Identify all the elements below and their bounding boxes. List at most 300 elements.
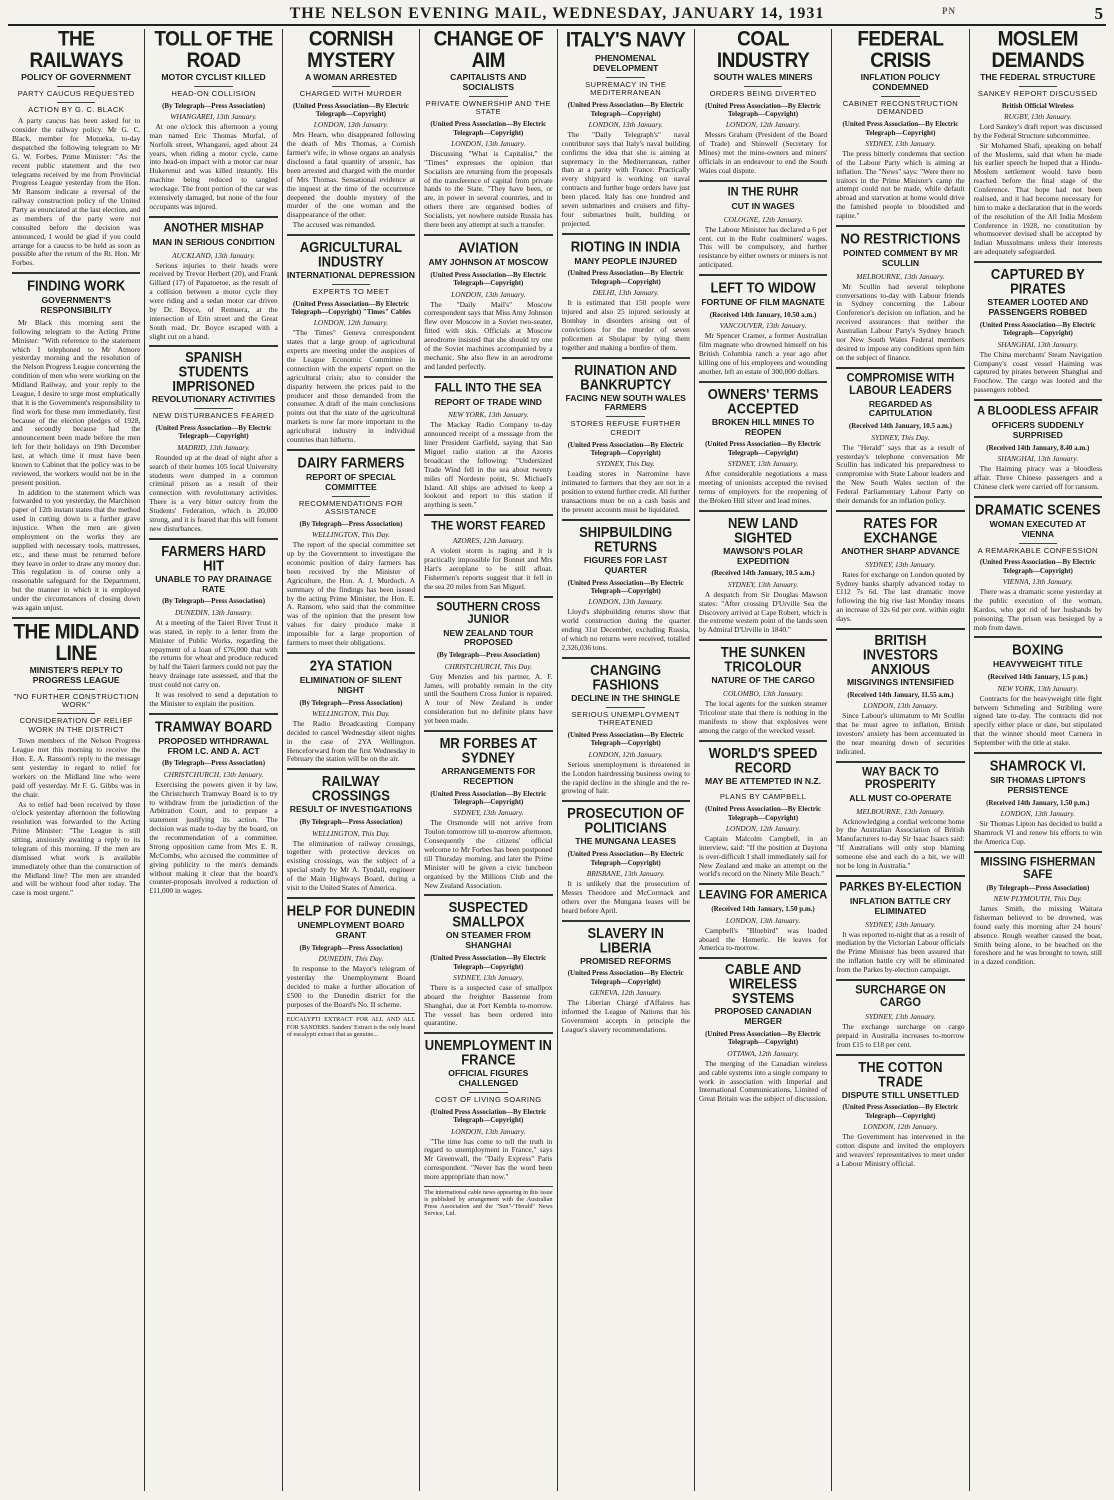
article — [836, 1054, 964, 1169]
divider-rule — [194, 86, 233, 87]
article-subheading: UNEMPLOYMENT BOARD GRANT — [297, 919, 405, 940]
article-headline: FALL INTO THE SEA — [434, 380, 542, 395]
article-dateline: NEW YORK, 13th January. — [447, 410, 529, 420]
divider-rule — [57, 102, 96, 103]
article-credit: (United Press Association—By Electric Telegraph—Copyright) — [567, 440, 684, 458]
article — [424, 596, 552, 726]
divider-rule — [332, 496, 371, 497]
article-subheading: MAWSON'S POLAR EXPEDITION — [723, 545, 803, 566]
article-dateline: GENEVA, 12th January. — [589, 988, 662, 998]
article-headline: PARKES BY-ELECTION — [839, 879, 962, 894]
article-subheading: NEW DISTURBANCES FEARED — [152, 411, 275, 421]
article-subheading: PROMISED REFORMS — [580, 955, 672, 966]
article — [12, 272, 140, 613]
article-paragraph: It was resolved to send a deputation to the Minister to explain the position. — [149, 689, 278, 708]
article-dateline: AUCKLAND, 13th January. — [172, 250, 256, 260]
article-credit: (Received 14th January, 10.50 a.m.) — [709, 310, 817, 319]
masthead-title: THE NELSON EVENING MAIL, WEDNESDAY, JANUARY 14, 1931 — [289, 5, 825, 22]
article-subheading: RECOMMENDATIONS FOR ASSISTANCE — [298, 498, 403, 517]
article-paragraph: Rounded up at the dead of night after a search of their homes 105 local University students were dumped in a common criminal prison as a result of their connection with revolutionary activities. There is a very bitter outcry from the Students' Federation, which is 20,000 strong, and it is feared that this will foment new disturbances. — [149, 452, 278, 533]
article-subheading: SERIOUS UNEMPLOYMENT THREATENED — [571, 709, 680, 728]
article-subheading: NATURE OF THE CARGO — [711, 675, 815, 686]
article — [699, 740, 827, 880]
article-credit: (United Press Association—By Electric Telegraph—Copyright) — [292, 101, 409, 118]
article-dateline: LONDON, 12th January. — [725, 823, 801, 833]
article-headline: ITALY'S NAVY — [565, 29, 686, 53]
article-paragraph: Contracts for the heavyweight title fight between Schmeling and Stribling were signed late to-day. The contracts did not specify either place or date, but stipulated that the winner should meet Carnera in September with the title at stake. — [973, 693, 1102, 748]
article-subheading: MOTOR CYCLIST KILLED — [161, 72, 266, 82]
article-subheading: REVOLUTIONARY ACTIVITIES — [151, 394, 276, 405]
article-dateline: SHANGHAI, 13th January. — [997, 454, 1079, 464]
article-paragraph: The elimination of railway crossings, together with protective devices on existing crossings, was the subject of a special study by Mr A. Tyndall, engineer of the Main Highways Board, during a visit to the United States of America. — [286, 838, 416, 892]
article-subheading: PLANS BY CAMPBELL — [719, 792, 807, 802]
article-credit: (United Press Association—By Electric Telegraph—Copyright) — [567, 731, 684, 748]
article-headline: PROSECUTION OF POLITICIANS — [567, 804, 685, 837]
article — [149, 345, 277, 533]
article-subheading: "NO FURTHER CONSTRUCTION WORK" — [13, 691, 139, 710]
article-subheading: ORDERS BEING DIVERTED — [709, 88, 817, 98]
article-subheading: BROKEN HILL MINES TO REOPEN — [711, 416, 815, 437]
article-dateline: LONDON, 12th January. — [313, 318, 389, 328]
article-credit: (Received 14th January, 10.5 a.m.) — [848, 422, 952, 431]
article-paragraph: Discussing "What is Capitalist," the "Times" expresses the opinion that Socialists are returning from the proposals of the transference of capital from private hands to the State. "They have been, or are, in power in several countries, and in others there are organised bodies of Socialists, yet nowhere outside Russia has there been any attempt at such a transfer. — [424, 148, 553, 229]
article-paragraph: Guy Menzies and his partner, A. F. James, will probably remain in the city until the Southern Cross Junior is repaired. A tour of New Zealand is under consideration but no definite plans have yet been made. — [424, 671, 553, 726]
article-credit: (United Press Association—By Electric Telegraph—Copyright) — [705, 101, 822, 118]
article — [699, 957, 827, 1104]
article-subheading: COST OF LIVING SOARING — [435, 1095, 542, 1105]
article-subheading: REGARDED AS CAPITULATION — [868, 398, 933, 419]
article-headline: 2YA STATION — [309, 656, 393, 674]
article-dateline: COLOGNE, 12th January. — [723, 214, 803, 224]
column-4 — [420, 29, 557, 1491]
article-paragraph: Campbell's "Bluebird" was loaded aboard the Homeric. He leaves for America to-morrow. — [698, 925, 828, 953]
article-headline: SLAVERY IN LIBERIA — [587, 923, 664, 956]
article-paragraph: A violent storm is raging and it is practically impossible for Bonnet and Mrs Hart's aeroplane to be still afloat. Fishermen's reports suggest that it fell in the sea 20 miles from San Miguel. — [424, 546, 553, 591]
article-headline: SHIPBUILDING RETURNS — [579, 523, 673, 555]
article-dateline: MADRID, 13th January. — [177, 442, 250, 452]
article — [562, 657, 690, 797]
article-paragraph: Mrs Hearn, who disappeared following the death of Mrs Thomas, a Cornish farmer's wife, in whose organs an analysis disclosed a fatal quantity of arsenic, has been arrested and charged with the murder of Mrs Thomas. Sensational evidence at the inquest at the time of the occurrence deepened the double mystery of the murder of the one woman and the disappearance of the other. — [286, 130, 416, 220]
article-subheading: A REMARKABLE CONFESSION — [977, 545, 1098, 555]
article-headline: WAY BACK TO PROSPERITY — [862, 765, 939, 791]
divider-rule — [469, 96, 508, 97]
divider-rule — [744, 86, 783, 87]
article-headline: CORNISH MYSTERY — [307, 29, 395, 73]
article — [562, 920, 690, 1035]
article-subheading: CONSIDERATION OF RELIEF WORK IN THE DISTRICT — [19, 716, 133, 734]
article-paragraph: Town members of the Nelson Progress League met this morning to receive the Hon. E. A. Ransom's reply to the message sent yesterday in regard to relief for workers on the Midland line who were paid off yesterday. Mr F. G. Gibbs was in the chair. — [12, 736, 141, 799]
article — [562, 519, 690, 653]
article-subheading: INFLATION POLICY CONDEMNED — [860, 72, 941, 92]
article-headline: THE WORST FEARED — [431, 519, 546, 533]
article-subheading: MISGIVINGS INTENSIFIED — [846, 676, 954, 687]
article-credit: (United Press Association—By Electric Telegraph—Copyright) — [430, 270, 547, 288]
article-headline: MR FORBES AT SYDNEY — [439, 734, 538, 766]
article-credit: (Received 14th January, 1.5 p.m.) — [987, 673, 1088, 682]
article — [974, 752, 1102, 847]
divider-rule — [194, 408, 233, 409]
article-subheading: REPORT OF TRADE WIND — [434, 396, 543, 407]
article — [424, 1032, 552, 1182]
article-dateline: DELHI, 13th January. — [592, 288, 659, 298]
article-subheading: ARRANGEMENTS FOR RECEPTION — [441, 765, 536, 786]
article-credit: (By Telegraph—Press Association) — [299, 943, 403, 952]
article — [836, 31, 964, 221]
article-subheading: HEAVYWEIGHT TITLE — [993, 659, 1083, 670]
article-headline: FINDING WORK — [27, 277, 126, 295]
article-dateline: LONDON, 13th January. — [725, 915, 801, 925]
article-paragraph: Mr Black this morning sent the following telegram to the Acting Prime Minister: "With reference to the statement which I telephoned to Mr Atmore yesterday morning and the resolution of the Nelson Progress League concerning the condition of men who were working on the Midland Railway, and your reply to the League, I desire to urge most emphatically that it is the Government's responsibility to find work for these men immediately, first because of the election pledges of 1928, and secondly because had the announcement been made before the men left for their holidays on 19th December last, at which time it must have been known to Cabinet that the policy was to be reviewed, the workers would not be in the present position. — [12, 317, 141, 487]
article — [974, 636, 1102, 748]
article-credit: (United Press Association—By Electric Telegraph—Copyright) — [430, 1107, 547, 1125]
article-subheading: SIR THOMAS LIPTON'S PERSISTENCE — [990, 774, 1086, 795]
article — [836, 225, 964, 363]
article-dateline: LONDON, 13th January. — [588, 597, 663, 607]
article-subheading: NEW ZEALAND TOUR PROPOSED — [443, 627, 534, 648]
article-headline: DAIRY FARMERS — [297, 453, 405, 471]
article — [287, 768, 415, 893]
article-subheading: POINTED COMMENT BY MR SCULLIN — [842, 247, 958, 268]
article-dateline: SYDNEY, This Day. — [871, 432, 930, 442]
article — [836, 367, 964, 506]
article-dateline: SYDNEY, 13th January. — [453, 808, 524, 818]
divider-rule — [881, 96, 920, 97]
article-paragraph: It is unlikely that the prosecution of Messrs Theodore and McCormack and others over the Mungana leases will be heard before April. — [561, 879, 690, 915]
article-credit: (Received 14th January, 1.50 p.m.) — [711, 905, 815, 914]
article-paragraph: The Orsmonde will not arrive from Toulon tomorrow till to-morrow afternoon. Consequently the citizens' official welcome to Mr Forbes has been postponed till Thursday morning, and later the Prime Minister will be given a civic luncheon organised by the Millions Club and the New Zealand Association. — [424, 818, 553, 890]
masthead-code: PN — [942, 6, 956, 16]
article — [287, 897, 415, 1010]
article — [424, 234, 552, 372]
article-subheading: PRIVATE OWNERSHIP AND THE STATE — [425, 98, 551, 117]
article-credit: (United Press Association—By Electric Telegraph—Copyright) — [979, 320, 1096, 338]
article-paragraph: Serious unemployment is threatened in the London hairdressing business owing to the rapid decline in the shingle and the re-growing of hair. — [561, 759, 690, 796]
article-subheading: INTERNATIONAL DEPRESSION — [286, 270, 415, 280]
article — [699, 274, 827, 377]
article-subheading: WOMAN EXECUTED AT VIENNA — [989, 518, 1087, 539]
article-paragraph: Sir Mohamed Shafi, speaking on behalf of the Moslems, said that when he made his earlier speech he hoped that a Hindu-Moslem settlement would have been reached before the final stage of the Conference. That hope had not been realised, and it had become necessary for him to make a declaration that in the words of the resolution of the All India Moslem Conference in 1928, no constitution by whomsoever devised shall be accepted by Indian Mussulmans unless their interests are adequately safeguarded. — [973, 140, 1102, 257]
article-headline: BOXING — [1012, 641, 1064, 659]
divider-rule — [744, 789, 783, 790]
article-credit: (United Press Association—By Electric Telegraph—Copyright) — [430, 954, 547, 971]
article-subheading: SOUTH WALES MINERS — [713, 72, 813, 82]
article-paragraph: At a meeting of the Taieri River Trust it was stated, in reply to a letter from the Minister of Public Works, regarding the repayment of a loan of £76,000 that with the returns for wheat and produce reduced by half the Taieri farmers could not pay the heavy drainage rate assessed, and that the trust could not carry on. — [149, 617, 278, 689]
article-paragraph: The accused was remanded. — [292, 220, 376, 230]
article-credit: (United Press Association—By Electric Telegraph—Copyright) "Times" Cables — [291, 299, 411, 316]
article-dateline: SYDNEY, 13th January. — [865, 138, 936, 148]
article — [974, 261, 1102, 395]
article-dateline: COLOMBO, 13th January. — [723, 689, 804, 699]
article-paragraph: James Smith, the missing Waitara fisherman believed to be drowned, was found early this morning after 24 hours' absence. Rough weather caused the boat, Smith being alone, to be beached on the foreshore and he was brought to town, still in a dazed condition. — [973, 904, 1102, 967]
article-subheading: STORES REFUSE FURTHER CREDIT — [570, 419, 682, 437]
article-paragraph: In response to the Mayor's telegram of yesterday the Unemployment Board decided to make a further allocation of £500 to the Dunedin district for the purposes of the Board's No. II scheme. — [286, 964, 416, 1009]
article-paragraph: Rates for exchange on London quoted by Sydney banks sharply advanced today to £112 7s 6d. The last dramatic move following the big rise last Monday means an increase of 32s 6d per cent. within eight days. — [836, 569, 965, 624]
divider-rule — [606, 77, 645, 78]
article-headline: THE SUNKEN TRICOLOUR — [720, 643, 806, 675]
divider-rule — [469, 1092, 508, 1093]
article-headline: FARMERS HARD HIT — [161, 542, 266, 574]
article-subheading: RESULT OF INVESTIGATIONS — [289, 804, 413, 815]
article-paragraph: Serious injuries to their heads were received by Trevor Herbert (20), and Frank Gillard (17) of Papatoetoe, as the result of a collision between a motor cycle they were riding and a sedan motor car driven by Dr. Boyce, of Remuera, at the intersection of Erin street and the Great South road. Dr. Boyce escaped with a slight cut on a hand. — [149, 260, 278, 341]
column-6 — [695, 29, 832, 1491]
article — [562, 357, 690, 515]
column-container — [8, 29, 1106, 1491]
article-paragraph: The Radio Broadcasting Company decided to cancel Wednesday silent nights in the case of 2YA Wellington. Henceforward from the first Wednesday in February the station will be on the air. — [286, 718, 416, 764]
article-dateline: SYDNEY, This Day. — [596, 459, 655, 469]
article-paragraph: At one o'clock this afternoon a young man named Eric Thomas Murfal, of Norfolk street, Whangarei, aged about 24 years, when riding a motor cycle, came into head-on impact with a motor car near Hukerenui and was killed instantly. His machine being reduced to tangled wreckage. The front portion of the car was extensively damaged, but none of the four occupants was injured. — [149, 121, 278, 211]
article-credit: (United Press Association—By Electric Telegraph—Copyright) — [705, 1030, 822, 1047]
article — [149, 538, 277, 709]
article-dateline: LONDON, 13th January. — [451, 1126, 526, 1136]
article-headline: COMPROMISE WITH LABOUR LEADERS — [846, 371, 955, 397]
article-subheading: FORTUNE OF FILM MAGNATE — [701, 297, 825, 307]
article — [287, 31, 415, 230]
divider-rule — [57, 689, 96, 690]
article-subheading: FIGURES FOR LAST QUARTER — [583, 554, 668, 575]
article-credit: (By Telegraph—Press Association) — [299, 698, 403, 707]
article-subheading: GOVERNMENT'S RESPONSIBILITY — [40, 295, 112, 316]
article-dateline: NEW PLYMOUTH, This Day. — [993, 894, 1082, 904]
article-headline: LEFT TO WIDOW — [710, 279, 816, 296]
article-headline: TOLL OF THE ROAD — [154, 29, 273, 73]
article — [699, 381, 827, 506]
article-credit: (United Press Association—By Electric Telegraph—Copyright) — [705, 805, 822, 822]
article-headline: HELP FOR DUNEDIN — [286, 901, 416, 919]
article-headline: MOSLEM DEMANDS — [991, 29, 1085, 73]
article-subheading: THE FEDERAL STRUCTURE — [980, 72, 1096, 82]
article-paragraph: In addition to the statement which was forwarded to you yesterday, the Marchison paper of 12th instant states that the method used in cutting down is a further grave injustice. When the men are given employment on the works they are supplied with necessary tools, mattresses, etc., and these must be returned before they leave in order to draw any money due. This regulation is of course only a reasonable safeguard for the Department, but the manner in which it is employed under the circumstances of closing down was again unjust. — [12, 487, 141, 612]
article-subheading: ELIMINATION OF SILENT NIGHT — [299, 674, 403, 695]
article — [699, 510, 827, 636]
article-credit: (United Press Association—By Electric Telegraph—Copyright) — [567, 850, 684, 867]
page-number: 5 — [1094, 4, 1104, 23]
article-paragraph: The China merchants' Steam Navigation Company's coast vessel Haiming was captured by pirates between Shanghai and Foochow. The cargo was looted and the passengers robbed. — [973, 349, 1102, 395]
article-dateline: CHRISTCHURCH, This Day. — [444, 661, 533, 671]
article-dateline: SYDNEY, 13th January. — [453, 972, 524, 982]
article-dateline: LONDON, 12th January. — [863, 1122, 938, 1132]
article-headline: IN THE RUHR — [727, 184, 799, 199]
article-headline: THE COTTON TRADE — [858, 1057, 943, 1090]
article-credit: (United Press Association—By Electric Telegraph—Copyright) — [705, 440, 822, 457]
article-credit: (United Press Association—By Electric Telegraph—Copyright) — [842, 120, 959, 137]
article-subheading: PARTY CAUCUS REQUESTED — [17, 88, 135, 98]
article-subheading: DISPUTE STILL UNSETTLED — [841, 1089, 960, 1100]
article — [974, 851, 1102, 968]
article-subheading: THE MUNGANA LEASES — [575, 836, 677, 847]
column-3 — [283, 29, 420, 1491]
article-paragraph: The "Daily Mail's" Moscow correspondent says that Miss Amy Johnson flew over Moscow in a Soviet two-seater, fitted with skis. Officials at Moscow aerodrome insisted that she should try one of the Soviet machines accompanied by a mechanic. She also flew in an aerodrome and landed perfectly. — [424, 299, 553, 371]
article-subheading: INFLATION BATTLE CRY ELIMINATED — [849, 895, 951, 916]
article-headline: MISSING FISHERMAN SAFE — [980, 855, 1096, 882]
article-dateline: MELBOURNE, 13th January. — [856, 806, 945, 816]
article-headline: THE MIDLAND LINE — [13, 620, 139, 666]
article — [836, 875, 964, 975]
article-subheading: MINISTER'S REPLY TO PROGRESS LEAGUE — [29, 664, 123, 685]
article-dateline: LONDON, 13th January. — [451, 289, 526, 299]
column-7 — [832, 29, 969, 1491]
divider-rule — [332, 86, 371, 87]
article-paragraph: "The Times" Geneva correspondent states that a large group of agricultural experts are meeting under the auspices of the League Economic Committee in connection with the experts' report on the agricultural crisis; also to consider the disparity between the prices paid to the producer and those demanded from the consumer. A draft of the main conclusions points out that the state of the agricultural markets is now far more important to the agricultural industry in individual countries than hitherto. — [286, 328, 416, 444]
article-dateline: DUNEDIN, 13th January. — [174, 607, 253, 617]
column-footnote: EUCALYPTI EXTRACT FOR ALL AND ALL FOR SANDERS. Sanders' Extract is the only brand of eucalypti extract that as genuine... — [287, 1013, 415, 1037]
article — [699, 31, 827, 176]
article-subheading: MAN IN SERIOUS CONDITION — [152, 236, 275, 247]
divider-rule — [57, 713, 96, 714]
article-paragraph: Mr Spencer Cramer, a former Australian film magnate who drowned himself on his British Columbia ranch a year ago after killing one of his employees and wounding another, left an estate of 300,000 dollars. — [698, 331, 828, 376]
article-paragraph: The Liberian Chargé d'Affaires has informed the League of Nations that his Government accepts in principle the League's slavery recommendations. — [561, 998, 690, 1034]
article-paragraph: The merging of the Canadian wireless and cable systems into a single company to work in association with Imperial and International Communications, Limited of Great Britain was the subject of discussion. — [698, 1058, 828, 1104]
article — [12, 617, 140, 898]
article-headline: FEDERAL CRISIS — [857, 29, 944, 73]
article-headline: SHAMROCK VI. — [989, 757, 1086, 774]
article-subheading: REPORT OF SPECIAL COMMITTEE — [306, 471, 396, 492]
article-headline: NO RESTRICTIONS — [840, 230, 961, 247]
article-credit: (United Press Association—By Electric Telegraph—Copyright) — [155, 424, 272, 441]
article-dateline: VIENNA, 13th January. — [1002, 577, 1073, 587]
article-paragraph: It is estimated that 150 people were injured and also 25 injured seriously at Bombay in disorders arising out of convictions for the murder of seven policemen at Sholapur by tying them together and making a bonfire of them. — [561, 298, 690, 352]
article-credit: (Received 14th January, 8.40 a.m.) — [986, 443, 1090, 452]
article — [424, 376, 552, 511]
article-paragraph: Since Labour's ultimatum to Mr Scullin that he must agree to inflation, British investors' anxiety has been accentuated in the near meaning down of securities indicated. — [836, 711, 965, 756]
article-headline: WORLD'S SPEED RECORD — [708, 743, 818, 776]
divider-rule — [1019, 86, 1058, 87]
article-paragraph: Sir Thomas Lipton has decided to build a Shamrock VI and renew his efforts to win the America Cup. — [973, 819, 1102, 846]
article-headline: RAILWAY CROSSINGS — [311, 772, 390, 805]
article-paragraph: It was reported to-night that as a result of mediation by the Victorian Labour officials the Prime Minister has been assured that the inflation battle cry will be eliminated from the Parkes by-election campaign. — [836, 929, 965, 974]
article-subheading: ON STEAMER FROM SHANGHAI — [445, 930, 531, 951]
article-headline: BRITISH INVESTORS ANXIOUS — [862, 631, 938, 678]
divider-rule — [332, 284, 371, 285]
article — [424, 514, 552, 591]
article-dateline: SYDNEY, 13th January. — [727, 459, 799, 469]
column-8 — [970, 29, 1106, 1491]
article — [974, 496, 1102, 633]
article-paragraph: "The time has come to tell the truth in regard to unemployment in France," says Mr Greenwall, the "Daily Express" Paris correspondent. "Never has the word been more appropriate than now." — [424, 1136, 553, 1182]
article-credit: (By Telegraph—Press Association) — [986, 883, 1090, 892]
article-subheading: STEAMER LOOTED AND PASSENGERS ROBBED — [987, 297, 1089, 317]
article-headline: OWNERS' TERMS ACCEPTED — [707, 384, 819, 417]
article-dateline: LONDON, 12th January. — [725, 120, 801, 130]
article — [836, 761, 964, 871]
article-headline: ANOTHER MISHAP — [163, 220, 264, 235]
article-credit: (United Press Association—By Electric Telegraph—Copyright) — [430, 120, 547, 137]
article — [12, 31, 140, 268]
article-headline: SPANISH STUDENTS IMPRISONED — [172, 349, 255, 395]
article — [424, 31, 552, 230]
article-credit: (Received 14th January, 11.55 a.m.) — [847, 690, 954, 699]
article-subheading: CAPITALISTS AND SOCIALISTS — [450, 72, 527, 92]
article-dateline: BRISBANE, 13th January. — [586, 869, 665, 878]
article-dateline: LONDON, 13th January. — [588, 119, 663, 129]
article-subheading: AMY JOHNSON AT MOSCOW — [428, 256, 549, 267]
article-headline: UNEMPLOYMENT IN FRANCE — [424, 1036, 552, 1069]
article-dateline: VANCOUVER, 13th January. — [719, 321, 807, 331]
article-credit: (United Press Association—By Electric Telegraph—Copyright) — [567, 101, 684, 118]
article-paragraph: The "Daily Telegraph's" naval contributor says that Italy's naval building confirms the idea that she is aiming at supremacy in the Mediterranean, rather than at a parity with France. Practically every shipyard is working on naval contracts and further huge orders have just been placed. Italy has one hundred and seven submarines and cruisers and fifty-four submarines built, building or projected. — [561, 129, 690, 228]
article-paragraph: There is a suspected case of smallpox aboard the freighter Bassenne from Shanghai, due at Port Kembla to-morrow. The vessel has been ordered into quarantine. — [424, 982, 553, 1028]
article-headline: LEAVING FOR AMERICA — [698, 888, 828, 902]
article-headline: SOUTHERN CROSS JUNIOR — [436, 600, 541, 626]
article-subheading: PHENOMENAL DEVELOPMENT — [592, 53, 659, 73]
article — [836, 510, 964, 624]
article-credit: (Received 14th January, 1.50 p.m.) — [986, 798, 1090, 807]
article-paragraph: As to relief had been received by three o'clock yesterday afternoon the following resolution was forwarded to the Acting Prime Minister: "The League is still sitting, anxiously awaiting a reply to its telegram of this morning. If the men are dismissed what work is available immediately other than the construction of the Midland line? The men are stranded and will be without food after today. The case is most urgent." — [12, 799, 141, 898]
article-dateline: DUNEDIN, This Day. — [318, 954, 384, 963]
article-dateline: LONDON, 13th January. — [1000, 809, 1075, 819]
article-dateline: SYDNEY, 13th January. — [865, 1011, 936, 1021]
article-subheading: EXPERTS TO MEET — [312, 286, 390, 296]
article-paragraph: Captain Malcolm Campbell, in an interview, said: "If the position at Daytona is over-difficult I shall immediately sail for New Zealand and make an attempt on the world's record on the Ninety Mile Beach." — [698, 833, 828, 879]
article-paragraph: The Haiming piracy was a bloodless affair. Three Chinese passengers and a Chinese clerk were carried off for ransom. — [973, 464, 1102, 491]
article-headline: DRAMATIC SCENES — [975, 500, 1101, 518]
article-credit: (By Telegraph—Press Association) — [162, 597, 266, 606]
divider-rule — [606, 707, 645, 708]
article-subheading: PROPOSED CANADIAN MERGER — [714, 1006, 812, 1027]
article-credit: (By Telegraph—Press Association) — [162, 759, 266, 768]
article-headline: CHANGING FASHIONS — [590, 661, 662, 693]
column-5 — [558, 29, 695, 1491]
article-dateline: LONDON, 13th January. — [313, 120, 389, 130]
article-subheading: CABINET RECONSTRUCTION DEMANDED — [842, 98, 959, 117]
article-headline: CAPTURED BY PIRATES — [990, 265, 1085, 297]
article-dateline: MELBOURNE, 13th January. — [856, 271, 945, 281]
article-paragraph: The local agents for the sunken steamer Tricolour state that there is nothing in the manifests to show that explosives were among the cargo of the wrecked vessel. — [698, 699, 828, 735]
article-credit: (United Press Association—By Electric Telegraph—Copyright) — [567, 578, 684, 595]
article-headline: AVIATION — [458, 238, 519, 256]
article-paragraph: Exercising the powers given it by law, the Christchurch Tramway Board is to try to withdraw from the jurisdiction of the Arbitration Court, and to prepare a statement justifying its action. The decision was made to-day by the board, on the recommendation of a committee. Strong opposition came from Mrs E. R. McCombs, who accused the committee of giving publicity to the men's demands without making it clear that the board's counter-proposals involved a reduction of £11,000 in wages. — [149, 779, 278, 896]
article-headline: A BLOODLESS AFFAIR — [977, 404, 1099, 418]
article-dateline: SYDNEY, 13th January. — [865, 559, 936, 569]
article-paragraph: Mr Scullin had several telephone conversations to-day with Labour friends in Sydney concerning the Labour Conference's decision on inflation, and he received assurances that neither the Australian Labour Party's Sydney branch nor New South Wales Federal members desired to impose any conditions upon him on the subject of finance. — [836, 281, 965, 362]
article-dateline: AZORES, 12th January. — [452, 536, 524, 546]
article-headline: CABLE AND WIRELESS SYSTEMS — [725, 960, 802, 1007]
article — [149, 216, 277, 342]
article-paragraph: A party caucus has been asked for to consider the railway policy. Mr G. C. Black, member for Motueka, to-day despatched the following telegram to Mr G. W. Forbes, Prime Minister: "As the recent public statement and the two telegrams received by me from Provincial Progress League yesterday from the Hon. Mr Ransom indicate a reversal of the railway construction policy of the United Party as enunciated at the last election, and as members of the party were not consulted before the decision was announced, I would be glad if you could arrange for a caucus to be held as soon as possible after the return of the Rt. Hon. Mr Forbes. — [12, 116, 141, 268]
article-subheading: A WOMAN ARRESTED — [304, 72, 397, 82]
article-subheading: OFFICERS SUDDENLY SURPRISED — [991, 420, 1084, 440]
article-headline: NEW LAND SIGHTED — [728, 513, 799, 546]
divider-rule — [606, 416, 645, 417]
article-dateline: WELLINGTON, This Day. — [311, 530, 390, 540]
article — [287, 652, 415, 765]
article-credit: British Official Wireless — [1001, 101, 1074, 110]
article-credit: (United Press Association—By Electric Telegraph—Copyright) — [567, 269, 684, 286]
article-headline: RATES FOR EXCHANGE — [863, 514, 938, 546]
article-headline: RUINATION AND BANKRUPTCY — [574, 360, 677, 393]
article-dateline: NEW YORK, 13th January. — [997, 683, 1079, 693]
article — [149, 31, 277, 212]
article-subheading: DECLINE IN THE SHINGLE — [571, 692, 681, 703]
article-paragraph: Acknowledging a cordial welcome home by the Australian Association of British Manufacturers to-day Sir Isaac Isaacs said: "If Australians will only stop blaming someone else and each do a bit, we will not be long in Australia." — [836, 816, 965, 870]
article-paragraph: The report of the special committee set up by the Government to investigate the economic position of dairy farmers has been received by the Minister of Agriculture, the Hon. A. J. Murdoch. A summary of the findings has been issued by the acting Prime Minister, the Hon. E. A. Ransom, who said that the committee was of the opinion that the present low values for dairy produce make it impossible for a large proportion of farmers to meet their obligations. — [286, 540, 416, 647]
article-dateline: LONDON, 12th January. — [588, 749, 663, 759]
article-subheading: UNABLE TO PAY DRAINAGE RATE — [155, 573, 272, 594]
article — [287, 449, 415, 648]
article-headline: CHANGE OF AIM — [433, 29, 544, 73]
article-credit: (By Telegraph—Press Association) — [299, 519, 403, 528]
article-subheading: SANKEY REPORT DISCUSSED — [977, 88, 1098, 98]
article-credit: (By Telegraph—Press Association) — [162, 101, 266, 110]
article-dateline: SYDNEY, 13th January. — [727, 579, 799, 589]
article-headline: SURCHARGE ON CARGO — [855, 983, 946, 1010]
divider-rule — [57, 86, 96, 87]
article — [424, 894, 552, 1028]
article-subheading: MAY BE ATTEMPTED IN N.Z. — [705, 775, 822, 786]
article — [562, 31, 690, 229]
article — [287, 234, 415, 445]
article-dateline: CHRISTCHURCH, 13th January. — [163, 769, 264, 779]
article-paragraph: The "Herald" says that as a result of yesterday's telephone conversation Mr Scullin has indicated his preparedness to compromise with State Labour leaders and the New South Wales section of the Federal Parliamentary Labour Party on their demands for an inflation policy. — [836, 442, 965, 505]
